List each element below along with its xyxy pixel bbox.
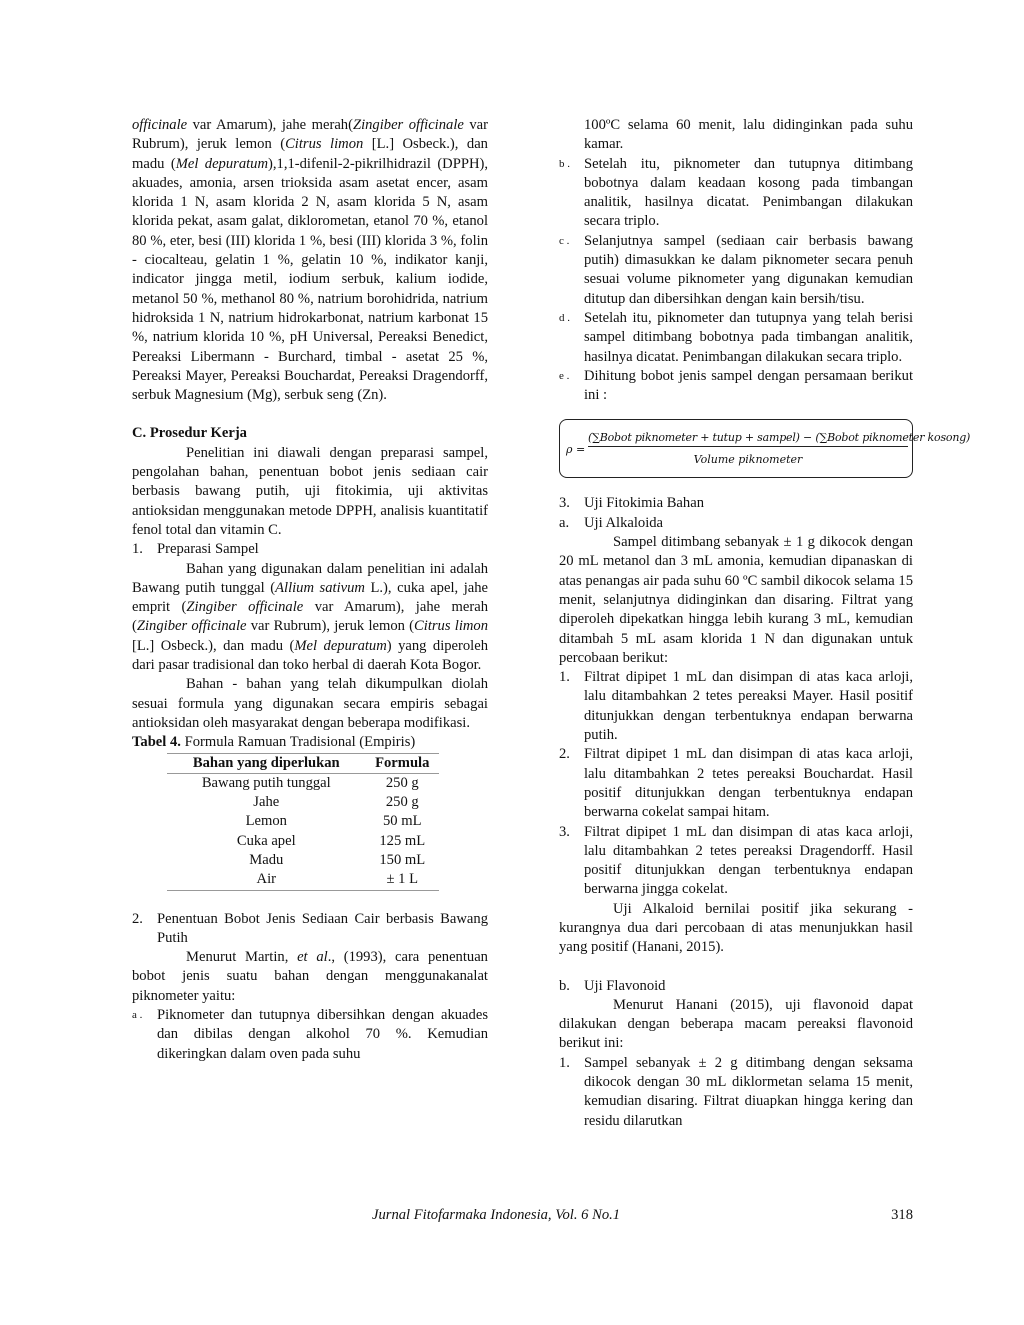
- alkaloid-test-1: 1. Filtrat dipipet 1 mL dan disimpan di atas kaca arloji, lalu ditambahkan 2 tetes pereaksi Mayer. Hasil positif ditunjukkan dengan terbentuknya endapan berwarna putih.: [559, 669, 913, 744]
- flavonoid-heading: b. Uji Flavonoid: [559, 977, 666, 994]
- formula-denominator: Volume piknometer: [693, 453, 803, 467]
- item-2-heading: 2. Penentuan Bobot Jenis Sediaan Cair berbasis Bawang Putih: [132, 910, 488, 946]
- step-c: c . Selanjutnya sampel (sediaan cair berbasis bawang putih) dimasukkan ke dalam piknometer secara penuh sesuai volume piknometer yang digunakan kemudian ditutup dan dibersihkan dengan kain bersih/tisu.: [559, 232, 913, 307]
- martin-paragraph: Menurut Martin, et al., (1993), cara penentuan bobot jenis suatu bahan dengan menggunakanalat piknometer yaitu:: [132, 949, 488, 1004]
- table-row: Bawang putih tunggal 250 g: [201, 774, 419, 791]
- table-caption: Tabel 4. Formula Ramuan Tradisional (Empiris): [132, 734, 416, 751]
- section-c-heading: C. Prosedur Kerja: [132, 425, 247, 442]
- section-c-paragraph: Penelitian ini diawali dengan preparasi sampel, pengolahan bahan, penentuan bobot jenis sediaan cair berbasis bawang putih, uji fitokimia, uji aktivitas antioksidan menggunakan metode DPPH, analisis kuantitatif fenol total dan vitamin C.: [132, 444, 488, 538]
- formula-lhs: ρ =: [566, 443, 586, 457]
- right-column: [559, 116, 971, 1131]
- formula-fraction-bar: [588, 446, 908, 447]
- density-formula: [559, 419, 971, 478]
- materials-list-paragraph: officinale var Amarum), jahe merah(Zingiber officinale var Rubrum), jeruk lemon (Citrus limon [L.] Osbeck.), dan madu (Mel depuratum),1,1-difenil-2-pikrilhidrazil (DPPH), akuades, amonia, arsen trioksida asam asetat encer, asam klorida 1 N, asam klorida 2 N, asam klorida 5 N, asam klorida pekat, asam galat, diklorometan, etanol 70 %, etanol 80 %, eter, besi (III) klorida 1 %, besi (III) klorida 3 %, folin - ciocalteau, gelatin 1 %, gelatin 10 %, indikator kanji, indicator jingga metil, iodium serbuk, kalium iodide, metanol 50 %, methanol 80 %, natrium borohidrida, natrium hidroksida 1 N, natrium hidrokarbonat, natrium karbonat 15 %, natrium klorida 10 %, pH Universal, Pereaksi Benedict, Pereaksi Libermann - Burchard, timbal - asetat 25 %, Pereaksi Mayer, Pereaksi Bouchardat, Pereaksi Dragendorff, serbuk Magnesium (Mg), serbuk seng (Zn).: [132, 117, 488, 404]
- formula-numerator: (∑Bobot piknometer + tutup + sampel) − (∑Bobot piknometer kosong): [588, 431, 971, 445]
- alkaloid-test-2: 2. Filtrat dipipet 1 mL dan disimpan di atas kaca arloji, lalu ditambahkan 2 tetes pereaksi Bouchardat. Hasil positif ditunjukkan dengan terbentuknya endapan berwarna cokelat sampai hitam.: [559, 746, 913, 821]
- table-row: Madu 150 mL: [249, 851, 426, 868]
- page-number: 318: [891, 1207, 913, 1223]
- table-header-formula: Formula: [366, 753, 439, 773]
- alkaloid-heading: a. Uji Alkaloida: [559, 514, 664, 531]
- flavonoid-paragraph: Menurut Hanani (2015), uji flavonoid dapat dilakukan dengan beberapa macam pereaksi flavonoid berikut ini:: [559, 996, 913, 1052]
- alkaloid-test-3: 3. Filtrat dipipet 1 mL dan disimpan di atas kaca arloji, lalu ditambahkan 2 tetes pereaksi Dragendorff. Hasil positif ditunjukkan dengan terbentuknya endapan berwarna jingga cokelat.: [559, 823, 913, 898]
- formula-table: [167, 753, 439, 891]
- step-e: e . Dihitung bobot jenis sampel dengan persamaan berikut ini :: [559, 367, 913, 404]
- table-row: Lemon 50 mL: [245, 813, 422, 830]
- step-d: d . Setelah itu, piknometer dan tutupnya yang telah berisi sampel ditimbang bobotnya pada timbangan analitik, hasilnya dicatat. Penimbangan dilakukan secara triplo.: [559, 309, 913, 365]
- item-3-heading: 3. Uji Fitokimia Bahan: [559, 495, 704, 512]
- bahan-paragraph: Bahan yang digunakan dalam penelitian ini adalah Bawang putih tunggal (Allium sativum L.), cuka apel, jahe emprit (Zingiber officinale var Amarum), jahe merah (Zingiber officinale var Rubrum), jeruk lemon (Citrus limon [L.] Osbeck.), dan madu (Mel depuratum) yang diperoleh dari pasar tradisional dan toko herbal di daerah Kota Bogor.: [132, 560, 489, 674]
- table-row: Air ± 1 L: [167, 870, 439, 890]
- step-a: a . Piknometer dan tutupnya dibersihkan dengan akuades dan dibilas dengan alkohol 70 %. Kemudian dikeringkan dalam oven pada suhu: [132, 1007, 488, 1062]
- flavonoid-test-1: 1. Sampel sebanyak ± 2 g ditimbang dengan seksama dikocok dengan 30 mL diklormetan selama 15 menit, kemudian disaring. Filtrat diuapkan hingga kering dan residu dilarutkan: [559, 1054, 913, 1129]
- step-a-continued: 100ºC selama 60 menit, lalu didinginkan pada suhu kamar.: [584, 117, 913, 153]
- bahan-paragraph-2: Bahan - bahan yang telah dikumpulkan diolah sesuai formula yang digunakan secara empiris sebagai antioksidan oleh masyarakat dengan beberapa modifikasi.: [132, 676, 488, 731]
- table-row: Jahe 250 g: [253, 794, 419, 811]
- left-column: [132, 116, 488, 1064]
- table-row: Cuka apel 125 mL: [236, 832, 426, 849]
- alkaloid-conclusion: Uji Alkaloid bernilai positif jika sekurang - kurangnya dua dari percobaan di atas menunjukkan hasil yang positif (Hanani, 2015).: [559, 900, 913, 956]
- alkaloid-paragraph: Sampel ditimbang sebanyak ± 1 g dikocok dengan 20 mL metanol dan 3 mL amonia, kemudian dipanaskan di atas penangas air pada suhu 60 ºC sambil dikocok selama 15 menit, selanjutnya didinginkan dan disaring. Filtrat yang diperoleh dipekatkan hingga lebih kurang 3 mL, kemudian ditambah 5 mL asam klorida 1 N dan digunakan untuk percobaan berikut:: [559, 534, 913, 666]
- step-b: b . Setelah itu, piknometer dan tutupnya ditimbang bobotnya dalam keadaan kosong pada timbangan analitik, hasilnya dicatat. Penimbangan dilakukan secara triplo.: [559, 155, 913, 230]
- table-header-bahan: Bahan yang diperlukan: [167, 753, 366, 773]
- item-1-heading: 1. Preparasi Sampel: [132, 541, 259, 558]
- journal-name: Jurnal Fitofarmaka Indonesia, Vol. 6 No.1: [372, 1207, 621, 1223]
